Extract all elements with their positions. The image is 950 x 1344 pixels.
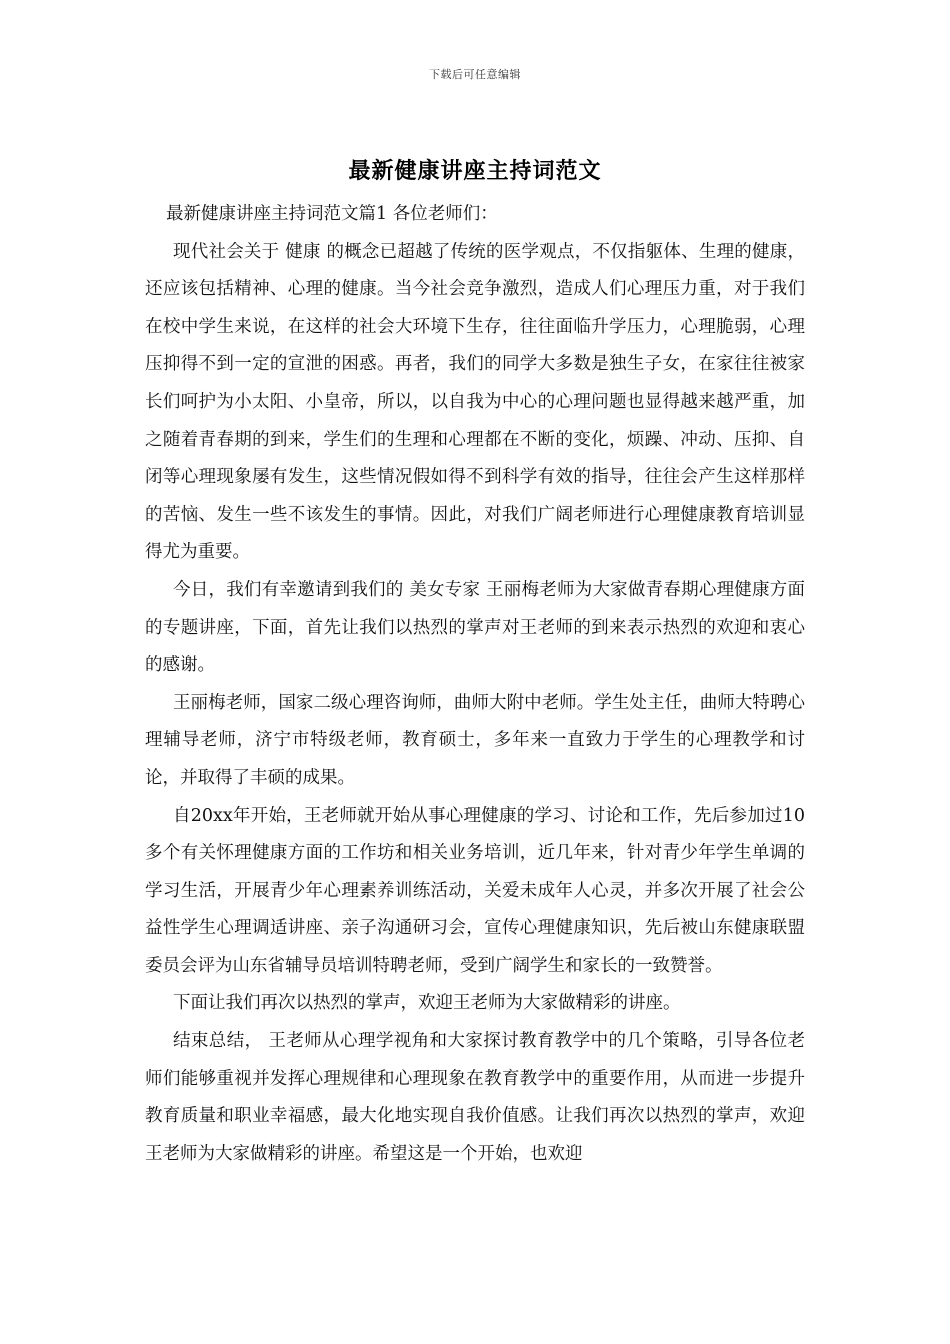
body-paragraph: 现代社会关于 健康 的概念已超越了传统的医学观点，不仅指躯体、生理的健康，还应该包括精神、心理的健康。当今社会竞争激烈，造成人们心理压力重，对于我们在校中学生来说，在这样的社会大环境下生存，往往面临升学压力，心理脆弱，心理压抑得不到一定的宣泄的困惑。再者，我们的同学大多数是独生子女，在家往往被家长们呵护为小太阳、小皇帝，所以，以自我为中心的心理问题也显得越来越严重，加之随着青春期的到来，学生们的生理和心理都在不断的变化，烦躁、冲动、压抑、自闭等心理现象屡有发生，这些情况假如得不到科学有效的指导，往往会产生这样那样的苦恼、发生一些不该发生的事情。因此，对我们广阔老师进行心理健康教育培训显得尤为重要。: [145, 241, 805, 563]
body-paragraph: 王丽梅老师，国家二级心理咨询师，曲师大附中老师。学生处主任，曲师大特聘心理辅导老师，济宁市特级老师，教育硕士，多年来一直致力于学生的心理教学和讨论，并取得了丰硕的成果。: [145, 692, 805, 788]
body-paragraph: 今日，我们有幸邀请到我们的 美女专家 王丽梅老师为大家做青春期心理健康方面的专题讲座，下面，首先让我们以热烈的掌声对王老师的到来表示热烈的欢迎和衷心的感谢。: [145, 579, 805, 676]
header-note: 下载后可任意编辑: [429, 68, 521, 81]
body-paragraph: 结束总结， 王老师从心理学视角和大家探讨教育教学中的几个策略，引导各位老师们能够重视并发挥心理规律和心理现象在教育教学中的重要作用，从而进一步提升教育质量和职业幸福感，最大化地实现自我价值感。让我们再次以热烈的掌声，欢迎王老师为大家做精彩的讲座。希望这是一个开始，也欢迎: [145, 1031, 805, 1164]
intro-paragraph: 最新健康讲座主持词范文篇1 各位老师们：: [166, 204, 498, 224]
body-paragraph: 下面让我们再次以热烈的掌声，欢迎王老师为大家做精彩的讲座。: [173, 993, 681, 1014]
body-paragraph: 自20xx年开始，王老师就开始从事心理健康的学习、讨论和工作，先后参加过10多个有关怀理健康方面的工作坊和相关业务培训，近几年来，针对青少年学生单调的学习生活，开展青少年心理素养训练活动，关爱未成年人心灵，并多次开展了社会公益性学生心理调适讲座、亲子沟通研习会，宣传心理健康知识，先后被山东健康联盟委员会评为山东省辅导员培训特聘老师，受到广阔学生和家长的一致赞誉。: [145, 805, 805, 976]
document-title: 最新健康讲座主持词范文: [348, 158, 602, 184]
document-body: [145, 196, 805, 1173]
